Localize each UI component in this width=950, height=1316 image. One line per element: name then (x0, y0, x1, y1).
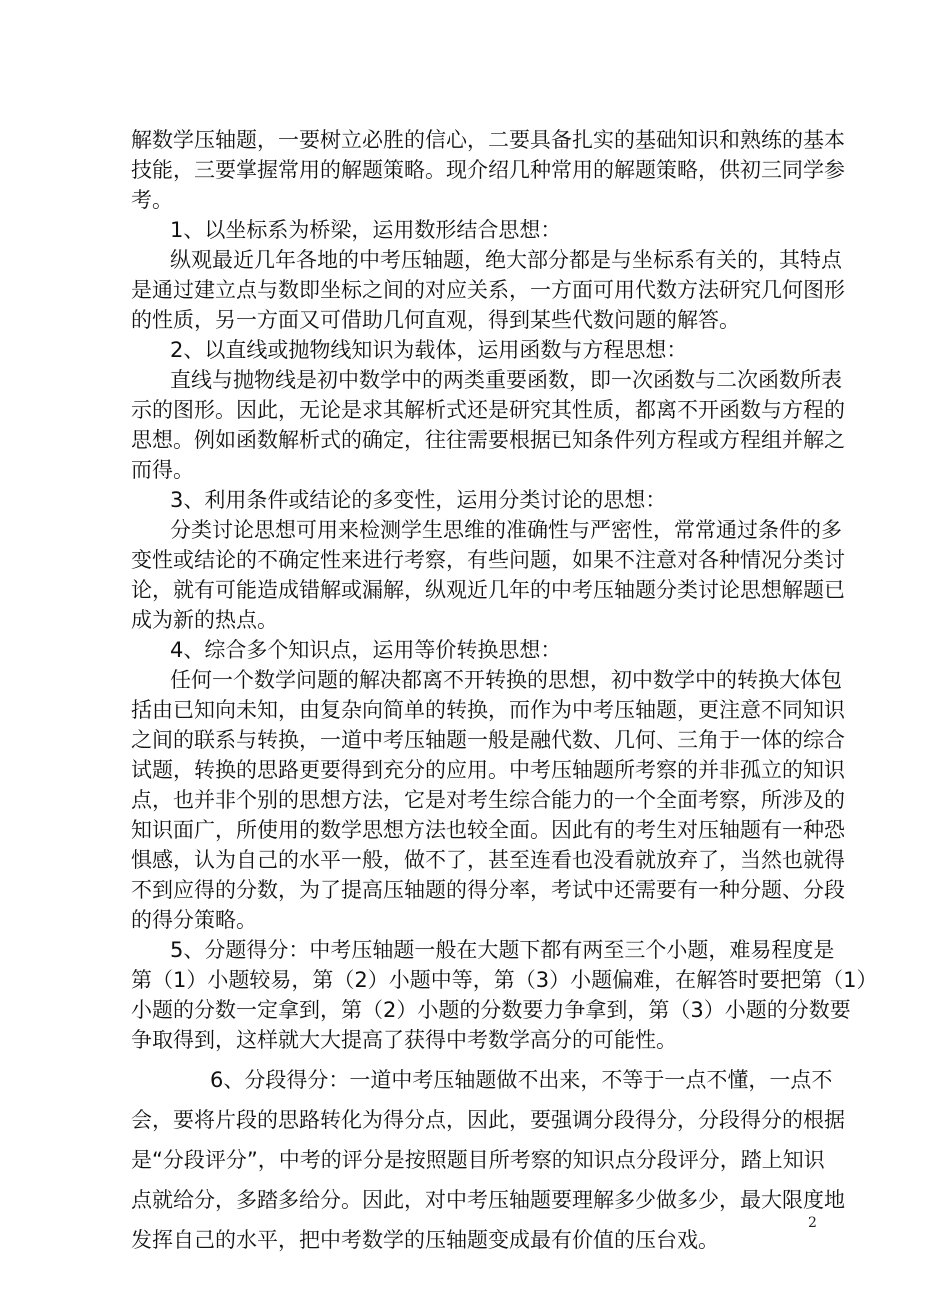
text-line: 成为新的热点。 (131, 608, 278, 632)
page-number: 2 (808, 1215, 817, 1231)
text-line: 4、综合多个知识点，运用等价转换思想： (170, 638, 562, 662)
text-line: 会，要将片段的思路转化为得分点，因此，要强调分段得分，分段得分的根据 (131, 1108, 845, 1132)
text-line: 的性质，另一方面又可借助几何直观，得到某些代数问题的解答。 (131, 308, 740, 332)
text-line: 2、以直线或抛物线知识为载体，运用函数与方程思想： (170, 338, 688, 362)
text-line: 变性或结论的不确定性来进行考察，有些问题，如果不注意对各种情况分类讨 (131, 548, 845, 572)
text-line: 小题的分数一定拿到，第（2）小题的分数要力争拿到，第（3）小题的分数要 (131, 998, 851, 1022)
text-line: 任何一个数学问题的解决都离不开转换的思想，初中数学中的转换大体包 (170, 668, 842, 692)
text-line: 纵观最近几年各地的中考压轴题，绝大部分都是与坐标系有关的，其特点 (170, 248, 842, 272)
text-line: 惧感，认为自己的水平一般，做不了，甚至连看也没看就放弃了，当然也就得 (131, 848, 845, 872)
text-line: 直线与抛物线是初中数学中的两类重要函数，即一次函数与二次函数所表 (170, 368, 842, 392)
text-line: 5、分题得分：中考压轴题一般在大题下都有两至三个小题，难易程度是 (170, 938, 835, 962)
text-line: 点，也并非个别的思想方法，它是对考生综合能力的一个全面考察，所涉及的 (131, 788, 845, 812)
text-line: 是“分段评分”，中考的评分是按照题目所考察的知识点分段评分，踏上知识 (131, 1148, 825, 1172)
text-line: 示的图形。因此，无论是求其解析式还是研究其性质，都离不开函数与方程的 (131, 398, 845, 422)
text-line: 括由已知向未知，由复杂向简单的转换，而作为中考压轴题，更注意不同知识 (131, 698, 845, 722)
text-line: 考。 (131, 188, 173, 212)
text-line: 之间的联系与转换，一道中考压轴题一般是融代数、几何、三角于一体的综合 (131, 728, 845, 752)
text-line: 的得分策略。 (131, 908, 257, 932)
text-line: 试题，转换的思路更要得到充分的应用。中考压轴题所考察的并非孤立的知识 (131, 758, 845, 782)
text-line: 不到应得的分数，为了提高压轴题的得分率，考试中还需要有一种分题、分段 (131, 878, 845, 902)
text-line: 发挥自己的水平，把中考数学的压轴题变成最有价值的压台戏。 (131, 1228, 719, 1252)
text-line: 论，就有可能造成错解或漏解，纵观近几年的中考压轴题分类讨论思想解题已 (131, 578, 845, 602)
text-line: 解数学压轴题，一要树立必胜的信心，二要具备扎实的基础知识和熟练的基本 (131, 128, 845, 152)
text-line: 技能，三要掌握常用的解题策略。现介绍几种常用的解题策略，供初三同学参 (131, 158, 845, 182)
text-line: 点就给分，多踏多给分。因此，对中考压轴题要理解多少做多少，最大限度地 (131, 1188, 845, 1212)
text-line: 知识面广，所使用的数学思想方法也较全面。因此有的考生对压轴题有一种恐 (131, 818, 845, 842)
text-line: 而得。 (131, 458, 194, 482)
text-line: 是通过建立点与数即坐标之间的对应关系，一方面可用代数方法研究几何图形 (131, 278, 845, 302)
text-line: 6、分段得分：一道中考压轴题做不出来，不等于一点不懂，一点不 (210, 1068, 833, 1092)
text-line: 思想。例如函数解析式的确定，往往需要根据已知条件列方程或方程组并解之 (131, 428, 845, 452)
text-line: 分类讨论思想可用来检测学生思维的准确性与严密性，常常通过条件的多 (170, 518, 842, 542)
text-line: 争取得到，这样就大大提高了获得中考数学高分的可能性。 (131, 1028, 677, 1052)
text-line: 1、以坐标系为桥梁，运用数形结合思想： (170, 218, 562, 242)
text-line: 3、利用条件或结论的多变性，运用分类讨论的思想： (170, 488, 667, 512)
text-line: 第（1）小题较易，第（2）小题中等，第（3）小题偏难，在解答时要把第（1） (131, 968, 878, 992)
